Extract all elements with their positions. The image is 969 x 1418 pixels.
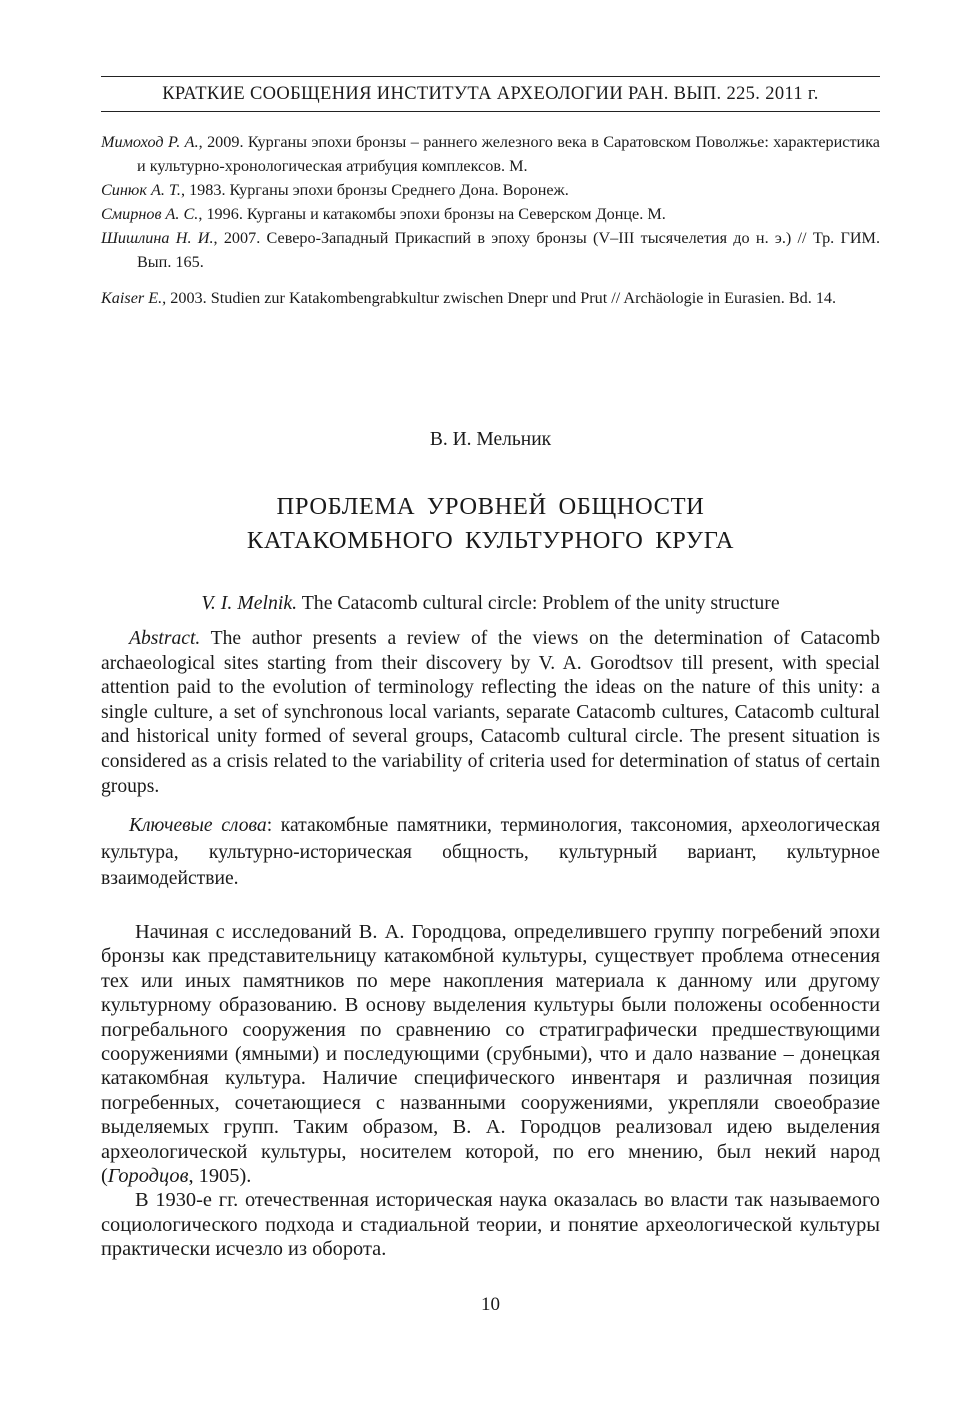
reference-author: Шишлина Н. И.	[101, 229, 214, 247]
article-body	[101, 920, 880, 1262]
reference-item	[101, 178, 880, 202]
keywords-label: Ключевые слова	[129, 815, 267, 836]
body-paragraph	[101, 1188, 880, 1261]
reference-author: Смирнов А. С.	[101, 205, 199, 223]
reference-text: , 2003. Studien zur Katakombengrabkultur zwischen Dnepr und Prut // Archäologie in Eurasien. Bd. 14.	[162, 289, 837, 307]
abstract	[101, 627, 880, 799]
page-number: 10	[481, 1294, 500, 1315]
reference-author: Kaiser E.	[101, 289, 163, 307]
reference-item	[101, 130, 880, 178]
running-head: КРАТКИЕ СООБЩЕНИЯ ИНСТИТУТА АРХЕОЛОГИИ РАН. ВЫП. 225. 2011 г.	[162, 84, 819, 104]
header-bottom-rule	[101, 111, 880, 112]
article-title-line: ПРОБЛЕМА УРОВНЕЙ ОБЩНОСТИ	[276, 493, 705, 520]
reference-item	[101, 286, 880, 310]
reference-text: , 2007. Северо-Западный Прикаспий в эпоху бронзы (V–III тысячелетия до н. э.) // Тр. ГИМ. Вып. 165.	[137, 229, 880, 271]
reference-text: , 2009. Курганы эпохи бронзы – раннего железного века в Саратовском Поволжье: характеристика и культурно-хронологическая атрибуция комплексов. М.	[137, 133, 880, 175]
paragraph-text: В 1930-е гг. отечественная историческая наука оказалась во власти так называемого социологического подхода и стадиальной теории, и понятие археологической культуры практически исчезло из оборота.	[101, 1189, 880, 1261]
citation-author: Городцов	[107, 1165, 189, 1188]
citation-year: , 1905).	[188, 1165, 252, 1188]
abstract-text: The author presents a review of the views on the determination of Catacomb archaeological sites starting from their discovery by V. A. Gorodtsov till present, with special attention paid to the evolution of terminology reflecting the ideas on the nature of this unity: a single culture, a set of synchronous local variants, separate Catacomb cultures, Catacomb cultural and historical unity formed of several groups, Catacomb cultural circle. The present situation is considered as a crisis related to the variability of criteria used for determination of status of certain groups.	[101, 628, 880, 797]
keywords	[101, 813, 880, 893]
paragraph-text: Начиная с исследований В. А. Городцова, определившего группу погребений эпохи бронзы как представительницу катакомбной культуры, существует проблема отнесения тех или иных памятников по мере накопления материала к данному или другому культурному образованию. В основу выделения культуры были положены особенности погребального сооружения по сравнению со стратиграфически предшествующими сооружениями (ямными) и последующими (срубными), что и дало название – донецкая катакомбная культура. Наличие специфического инвентаря и различная позиция погребенных, сочетающиеся с названными сооружениями, укрепляли своеобразие выделяемых групп. Таким образом, В. А. Городцов реализовал идею выделения археологической культуры, носителем которой, по его мнению, был некий народ (	[101, 921, 880, 1188]
body-paragraph	[101, 920, 880, 1188]
reference-text: , 1983. Курганы эпохи бронзы Среднего Дона. Воронеж.	[180, 181, 569, 199]
keywords-text: : катакомбные памятники, терминология, таксономия, археологическая культура, культурно-историческая общность, культурный вариант, культурное взаимодействие.	[101, 815, 880, 889]
reference-author: Синюк А. Т.	[101, 181, 181, 199]
reference-item	[101, 226, 880, 274]
article-title	[101, 490, 880, 558]
reference-author: Мимоход Р. А.	[101, 133, 199, 151]
english-title-text: The Catacomb cultural circle: Problem of the unity structure	[297, 592, 780, 614]
reference-item	[101, 202, 880, 226]
article-author: В. И. Мельник	[429, 429, 552, 450]
reference-text: , 1996. Курганы и катакомбы эпохи бронзы на Северском Донце. М.	[198, 205, 666, 223]
reference-list	[101, 130, 880, 310]
header-top-rule	[101, 76, 880, 77]
english-author: V. I. Melnik.	[201, 592, 298, 614]
abstract-label: Abstract.	[129, 628, 201, 649]
article-title-line: КАТАКОМБНОГО КУЛЬТУРНОГО КРУГА	[246, 527, 735, 554]
english-title	[101, 589, 880, 617]
